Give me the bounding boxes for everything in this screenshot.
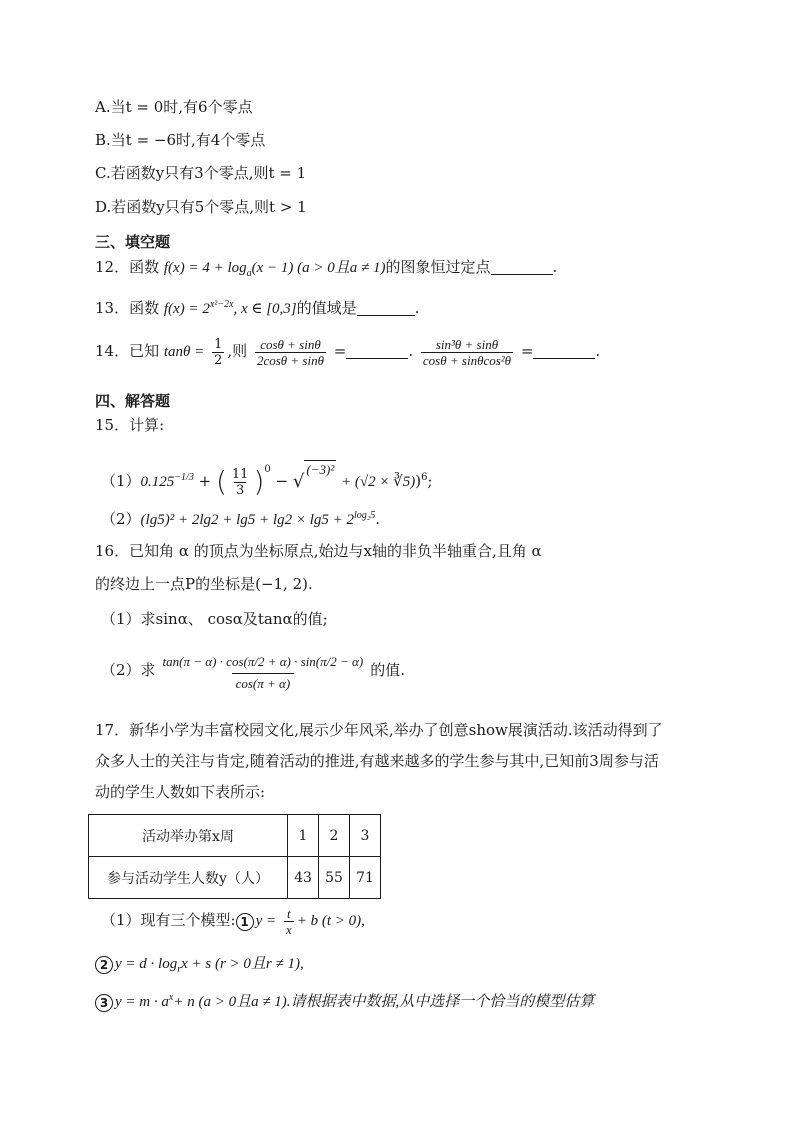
q17-m3: y = m · a	[115, 994, 169, 1010]
q15-p1-frac-num: 11	[231, 466, 249, 482]
q14-f1-den: 2cosθ + sinθ	[256, 352, 324, 368]
q13-pre: 函数	[129, 299, 160, 317]
q15-p1-end: ;	[427, 472, 433, 490]
table-cell-week-3: 3	[350, 815, 381, 857]
question-14	[95, 333, 600, 370]
q15-title: 15．计算:	[95, 416, 165, 434]
q13-answer-blank[interactable]	[357, 299, 415, 316]
q15-p2-end: .	[375, 510, 381, 528]
q14-number: 14．	[95, 342, 130, 360]
q17-m1-num: t	[287, 905, 291, 921]
q14-half-fraction	[212, 337, 224, 368]
q17-line-3: 动的学生人数如下表所示:	[95, 783, 266, 801]
q15-part-1: $(1)0.125^{-1/3}$ + ( $\frac{11}{3}$ )$^0$ − √ (−3)² + (√2 × ∛5))$^6$;	[101, 448, 433, 504]
q12-expr2: (x − 1) (a > 0且a ≠ 1)	[251, 260, 386, 276]
q14-eq-1: =	[333, 342, 347, 360]
question-13	[95, 294, 419, 320]
q17-m1-post: + b (t > 0),	[296, 913, 365, 929]
table-cell-count-1: 43	[288, 857, 319, 899]
paren-open: (	[215, 465, 227, 498]
q17-line-2: 众多人士的关注与肯定,随着活动的推进,有越来越多的学生参与其中,已知前3周参与活	[95, 752, 659, 770]
table-cell-count-3: 71	[350, 857, 381, 899]
q17-m2: y = d · log	[115, 956, 178, 972]
q17-line-1: 17．新华小学为丰富校园文化,展示少年风采,举办了创意show展演活动.该活动得到了	[95, 721, 663, 739]
q13-exp: x²−2x	[209, 299, 234, 310]
section-fill-in-heading: 三、填空题	[95, 233, 171, 251]
q15-p1-sqrt	[293, 460, 336, 504]
q12-pre: 函数	[129, 258, 160, 276]
q17-m1-pre: y =	[255, 913, 277, 929]
q15-p2-expr: (lg5)² + 2lg2 + lg5 + lg2 × lg5 + 2	[140, 512, 354, 528]
q15-p1-label: （1）	[101, 472, 141, 490]
q14-half-den: 2	[214, 352, 223, 368]
q14-f1-num: cosθ + sinθ	[260, 336, 321, 352]
q16-part-1: （1）求sinα、 cosα及tanα的值;	[101, 610, 328, 628]
q17-m2-post: x + s (r > 0且r ≠ 1),	[181, 956, 304, 972]
q17-m3-post: + n (a > 0且a ≠ 1).请根据表中数据,从中选择一个恰当的模型估算	[173, 994, 595, 1010]
q17-model-1	[101, 904, 365, 937]
section-solve-heading: 四、解答题	[95, 392, 171, 410]
q15-p1-minus: −	[275, 472, 289, 490]
q12-expr: f(x) = 4 + log	[163, 260, 247, 276]
q17-data-table	[88, 814, 381, 899]
option-d: D.若函数y只有5个零点,则t > 1	[95, 198, 307, 216]
question-12	[95, 256, 557, 285]
table-header-count: 参与活动学生人数y（人）	[89, 857, 288, 899]
q17-m3-exp: x	[168, 992, 174, 1003]
q17-m1-fraction	[284, 906, 294, 937]
q14-end: .	[595, 342, 601, 360]
q14-half-num: 1	[214, 336, 223, 352]
q15-p1-exp2: 0	[264, 464, 271, 475]
table-cell-week-1: 1	[288, 815, 319, 857]
option-b: B.当t = −6时,有4个零点	[95, 131, 266, 149]
q13-end: .	[414, 299, 420, 317]
q12-end: .	[552, 258, 558, 276]
q13-expr: f(x) = 2	[163, 301, 210, 317]
q14-pre: 已知	[129, 342, 160, 360]
q17-model-intro: （1）现有三个模型:	[101, 911, 236, 929]
table-row	[89, 857, 381, 899]
q14-f2-num: sin³θ + sinθ	[435, 336, 499, 352]
q17-m1-den: x	[285, 921, 292, 937]
q13-post: 的值域是	[296, 299, 357, 317]
q16-p2-label: （2）求	[101, 661, 156, 679]
q16-p2-den: cos(π + α)	[232, 673, 295, 693]
q16-p2-fraction	[159, 650, 368, 693]
q15-p1-fraction	[230, 467, 251, 498]
q15-p2-label: （2）	[101, 510, 141, 528]
q15-p1-exp: −1/3	[174, 472, 194, 483]
q12-answer-blank[interactable]	[491, 258, 553, 275]
q16-p2-num: tan(π − α) · cos(π/2 + α) · sin(π/2 − α)	[162, 653, 364, 669]
q17-model-2	[95, 952, 304, 981]
q15-part-2	[101, 505, 380, 531]
q15-p1-base: 0.125	[140, 474, 175, 490]
circled-number-1: 1	[236, 913, 254, 931]
table-row	[89, 815, 381, 857]
q14-answer-blank-2[interactable]	[533, 342, 595, 359]
q13-expr2: , x ∈ [0,3]	[233, 301, 297, 317]
option-a: A.当t = 0时,有6个零点	[95, 98, 253, 116]
q14-eq-2: =	[520, 342, 534, 360]
q14-answer-blank-1[interactable]	[346, 342, 408, 359]
table-header-week: 活动举办第x周	[89, 815, 288, 857]
q13-number: 13．	[95, 299, 130, 317]
table-cell-week-2: 2	[319, 815, 350, 857]
q16-line-2: 的终边上一点P的坐标是(−1, 2).	[95, 575, 313, 593]
q17-model-3	[95, 987, 594, 1013]
circled-number-2: 2	[95, 956, 113, 974]
q14-fraction-1	[255, 337, 326, 368]
q16-p2-end: 的值.	[370, 661, 405, 679]
sqrt-sign-icon: √	[292, 471, 305, 492]
q12-post: 的图象恒过定点	[385, 258, 491, 276]
table-cell-count-2: 55	[319, 857, 350, 899]
q15-p1-frac-den: 3	[236, 482, 245, 498]
paren-close: )	[253, 465, 265, 498]
q16-part-2	[101, 645, 405, 695]
q14-f2-den: cosθ + sinθcos²θ	[422, 352, 512, 368]
circled-number-3: 3	[95, 994, 113, 1012]
q14-fraction-2	[421, 337, 513, 368]
q14-mid: ,则	[227, 342, 248, 360]
q14-tan: tanθ =	[163, 344, 205, 360]
q15-p1-exp3: 6	[421, 472, 428, 483]
q12-sub: a	[246, 268, 252, 279]
q16-line-1: 16．已知角 α 的顶点为坐标原点,始边与x轴的非负半轴重合,且角 α	[95, 542, 542, 560]
q15-p1-plus: + (√2 × ∛5)	[341, 474, 416, 490]
q12-number: 12．	[95, 258, 130, 276]
q17-m2-sub: r	[177, 964, 182, 975]
option-c: C.若函数y只有3个零点,则t = 1	[95, 164, 307, 182]
q15-p1-sqrt-body: (−3)²	[306, 462, 335, 477]
q14-sep: .	[408, 342, 414, 360]
q15-p2-exp: log₂5	[353, 510, 376, 521]
